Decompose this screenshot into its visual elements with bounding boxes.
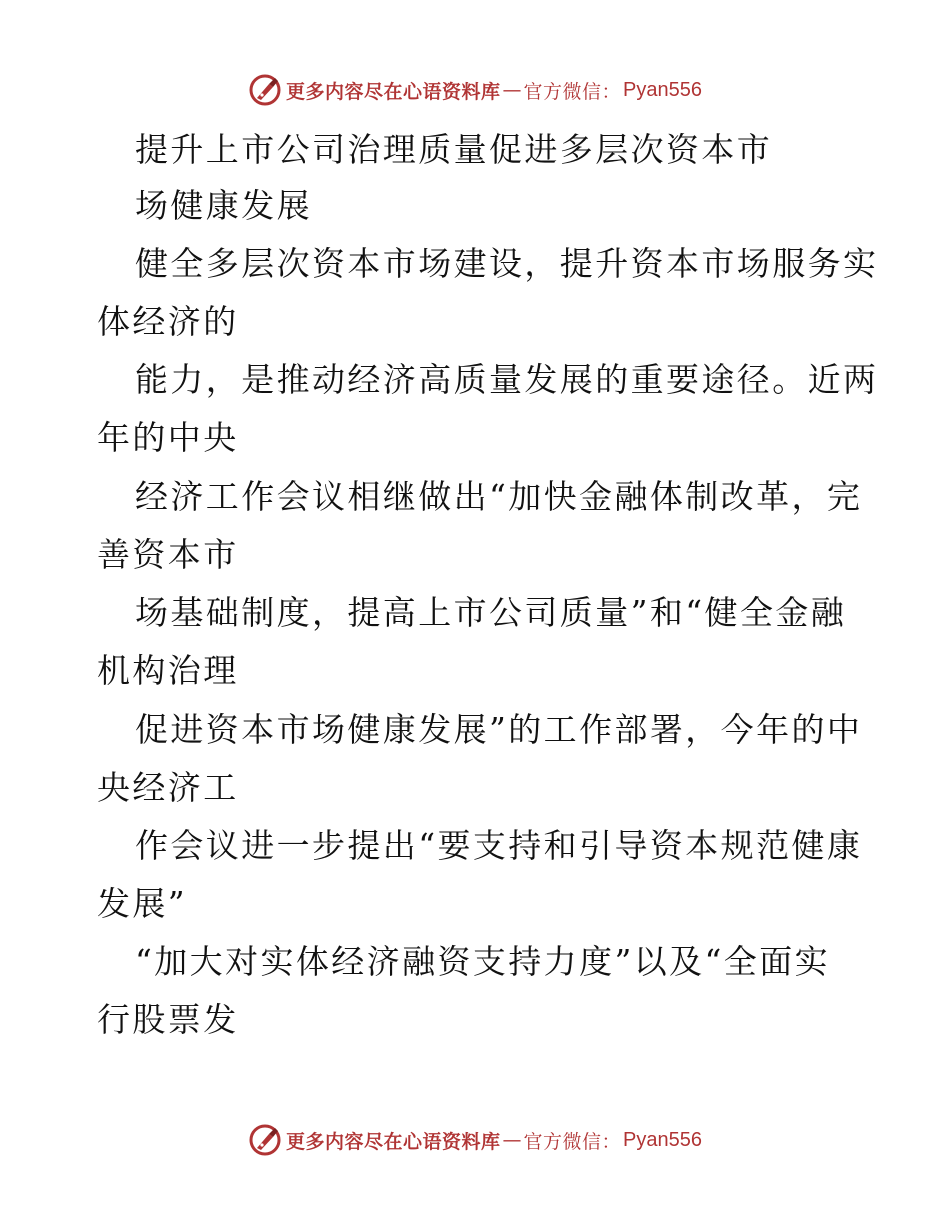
header-banner — [0, 70, 950, 110]
body-line: 年的中央 — [97, 418, 239, 457]
body-line: “加大对实体经济融资支持力度”以及“全面实 — [135, 942, 831, 981]
body-line: 央经济工 — [97, 768, 239, 807]
footer-wechat-label: 官方微信： — [523, 1130, 622, 1153]
pen-nib-logo-icon — [248, 1123, 282, 1157]
body-line: 体经济的 — [97, 302, 239, 341]
footer-wechat-id: Pyan556 — [623, 1128, 702, 1151]
pen-nib-logo-icon — [248, 73, 282, 107]
footer-banner — [0, 1120, 950, 1160]
header-banner-inner — [248, 73, 702, 107]
body-line: 发展” — [97, 884, 188, 923]
body-line: 促进资本市场健康发展”的工作部署，今年的中 — [135, 710, 863, 749]
body-line: 提升上市公司治理质量促进多层次资本市 — [135, 130, 773, 169]
footer-banner-title: 更多内容尽在心语资料库 — [286, 1130, 501, 1153]
header-banner-dash: — — [502, 79, 522, 101]
footer-banner-inner — [248, 1123, 702, 1157]
footer-banner-dash: — — [502, 1129, 522, 1151]
body-line: 健全多层次资本市场建设，提升资本市场服务实 — [135, 244, 879, 283]
body-line: 能力，是推动经济高质量发展的重要途径。近两 — [135, 360, 879, 399]
body-line: 机构治理 — [97, 651, 239, 690]
body-line: 作会议进一步提出“要支持和引导资本规范健康 — [135, 826, 863, 865]
body-line: 经济工作会议相继做出“加快金融体制改革，完 — [135, 477, 863, 516]
body-line: 善资本市 — [97, 535, 239, 574]
body-line: 场健康发展 — [135, 186, 312, 225]
body-line: 场基础制度，提高上市公司质量”和“健全金融 — [135, 593, 847, 632]
header-wechat-id: Pyan556 — [623, 78, 702, 101]
header-wechat-label: 官方微信： — [523, 80, 622, 103]
header-banner-title: 更多内容尽在心语资料库 — [286, 80, 501, 103]
body-line: 行股票发 — [97, 1000, 239, 1039]
